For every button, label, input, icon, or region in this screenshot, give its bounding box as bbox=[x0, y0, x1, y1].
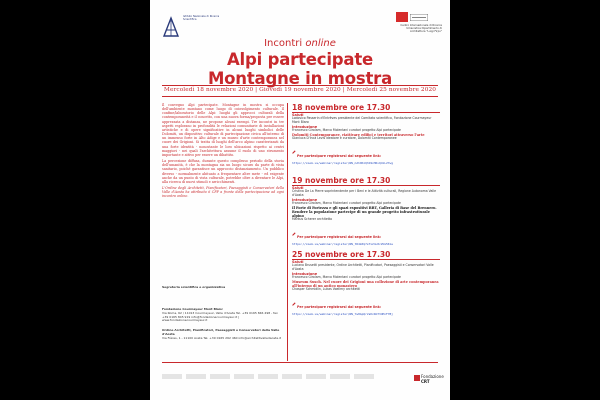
registration-block: Per partecipare registrarsi dal seguente link: https://zoom.us/webinar/register/WN_tR4mPq7sTx2nL8cVbG5Kzw bbox=[292, 223, 440, 246]
footer-rule bbox=[162, 362, 438, 363]
partner-logo bbox=[354, 374, 374, 379]
pencil-icon bbox=[292, 302, 296, 306]
partner-logo bbox=[282, 374, 302, 379]
talk-speaker: Chasper Schmidlin, Lukas Voellmy architetti bbox=[292, 287, 360, 292]
pencil-icon bbox=[292, 232, 296, 236]
intro-text: Francesco Girolam, Marco Molentani curatori progetto Alpi partecipate bbox=[292, 128, 401, 132]
session-19-nov bbox=[292, 176, 440, 246]
partner-logo bbox=[306, 374, 326, 379]
poster-title-line-2: Montagne in mostra bbox=[207, 69, 393, 88]
session-date: 19 novembre ore 17.30 bbox=[292, 176, 391, 185]
partner-logos-row bbox=[162, 364, 438, 372]
intro-label: Introduzione bbox=[292, 124, 318, 129]
registration-block: Per partecipare registrarsi dal seguente link: https://zoom.us/webinar/register/WN_mJh9KzQhS9xH6vQdzL2Ywg bbox=[292, 142, 440, 165]
intro-paragraph-2: La percezione diffusa, durante questo complesso periodo della storia dell'umanità, è che la montagna sia un luogo sicuro da parte di vista sanitario, poiché garantisce un approccio distanziamento. Un pubblico diverso - normalmente abituato a frequentare altre mete - ed esigente anche da un punto di vista culturale, potrebbe oltre a diventare le Alpi, alla ricerca di nuovi stimoli e arricchimenti. bbox=[162, 159, 284, 184]
partner-logo bbox=[258, 374, 278, 379]
talk-title: Dolomiti Contemporanee, riattivare edifici e territori attraverso l'arte bbox=[292, 132, 425, 137]
intro-text: Francesco Girolam, Marco Molentani curatori progetto Alpi partecipate bbox=[292, 201, 401, 205]
partner-logo bbox=[210, 374, 230, 379]
talk-title: Museum Susch. Nel cuore dei Grigioni una collezione di arte contemporanea all'interno di un antico monastero bbox=[292, 279, 439, 288]
partner-logo bbox=[234, 374, 254, 379]
saluti-label: Saluti bbox=[292, 260, 304, 264]
dates-bar: Mercoledì 18 novembre 2020 | Giovedì 19 novembre 2020 | Mercoledì 25 novembre 2020 bbox=[163, 87, 437, 93]
red-square-logo-icon bbox=[396, 12, 408, 22]
talk-title: Il Forte di Fortezza e gli spazi espositivi BBT, Galleria di Base del Brennero. Rendere la popolazione partecipe di un grande progetto infrastrutturale alpino bbox=[292, 205, 437, 219]
sponsor-square-icon bbox=[414, 375, 420, 381]
partner-logo bbox=[186, 374, 206, 379]
intro-text-column bbox=[162, 103, 284, 200]
organizer-2: Ordine Architetti, Pianificatori, Paesaggisti e Conservatori della Valle d'Aosta Via Frères, 1 - 11100 Aosta Tel. +39 0165 262 460 info@architettivalledaosta.it bbox=[162, 328, 281, 340]
organizer-1: Fondazione Courmayeur Mont Blanc Via Roma, 62 / 11013 Courmayeur, Valle d'Aosta Tel. +39 0165 846 498 - fax +39 0165 845 919 info@fondazionecourmayeur.it | www.fondazionecourmayeur.it bbox=[162, 307, 278, 323]
event-poster bbox=[150, 0, 450, 400]
header-rule-top bbox=[162, 85, 438, 86]
column-divider bbox=[287, 103, 288, 361]
institution-logo-left bbox=[162, 14, 220, 40]
intro-text: Francesco Girolam, Marco Molentani curatori progetto Alpi partecipate bbox=[292, 275, 401, 279]
sponsor-name: Fondazione CRT bbox=[421, 374, 444, 384]
left-logo-text: Istituto Nazionale di Ricerca Scientifica bbox=[183, 15, 220, 22]
session-18-nov bbox=[292, 103, 440, 165]
intro-paragraph-1: Il convegno Alpi partecipate. Montagne in mostra si occupa dell'ambiente montano come luogo di coinvolgimento culturale. Il confine/laboratorio delle Alpi: luoghi gli approcci culturali della contemporaneità e il concetto, con una nuova forma/proposta per essere apprezzata a distanza, ne propone alcuni esempi. Tre incontri in tre aspetti esplorano in profondità le relazioni comunitarie di installazioni artistiche e di opere significative in alcuni luoghi simbolici delle Dolomiti, un dispositivo culturale di partecipazione civica all'interno di un immenso forte in Alto Adige e un museo d'arte contemporanea nel cuore dei Grigioni. Si tratta di luoghi dell'arco alpino caratterizzati da una forte identità - nonostante le loro ubicazioni rispetto ai centri maggiori - nei quali l'architettura assume il ruolo di uno strumento importante e attivo per essere un dibattito. bbox=[162, 103, 284, 157]
saluti-text: Luciano Brusetti presidente, Ordine Architetti, Pianificatori, Paesaggisti e Conservatori Valle d'Aosta bbox=[292, 263, 434, 271]
saluti-text: Cristina De La Pierre soprintendente per i Beni e le Attività culturali, Regione Autonoma Valle d'Aosta bbox=[292, 189, 437, 197]
registration-block: Per partecipare registrarsi dal seguente link: https://zoom.us/webinar/register/WN_Yw8ApQr2sKx9mT3dHnF7Bj bbox=[292, 293, 440, 316]
poster-header bbox=[150, 38, 450, 88]
header-rule-bottom bbox=[162, 96, 438, 97]
sponsor-logo bbox=[414, 375, 442, 391]
talk-speaker: Markus Scherer architetto bbox=[292, 217, 333, 222]
session-25-nov bbox=[292, 250, 440, 316]
session-date: 25 novembre ore 17.30 bbox=[292, 250, 391, 259]
organizers-heading: Segreteria scientifica e organizzativa bbox=[162, 285, 226, 289]
poster-kicker: Incontri online bbox=[264, 38, 336, 49]
saluti-text: Lodovico Passerin d'Entrèves presidente del Comitato scientifico, Fondazione Courmayeur Mont Blanc bbox=[292, 116, 432, 124]
pencil-icon bbox=[292, 150, 296, 154]
session-date: 18 novembre ore 17.30 bbox=[292, 103, 391, 112]
mountain-logo-icon bbox=[162, 14, 180, 38]
registration-link[interactable]: https://zoom.us/webinar/register/WN_tR4mPq7sTx2nL8cVbG5Kzw bbox=[292, 242, 393, 247]
saluti-label: Saluti bbox=[292, 186, 304, 190]
intro-paragraph-3: L'Ordine degli Architetti, Pianificatori, Paesaggisti e Conservatori della Valle d'Aosta ha attribuito 6 CFP a fronte della partecipazione ad ogni incontro online. bbox=[162, 185, 284, 199]
intro-label: Introduzione bbox=[292, 197, 318, 202]
registration-link[interactable]: https://zoom.us/webinar/register/WN_mJh9KzQhS9xH6vQdzL2Ywg bbox=[292, 160, 393, 165]
poster-title-line-1: Alpi partecipate bbox=[226, 50, 374, 69]
intro-label: Introduzione bbox=[292, 271, 318, 276]
right-logo-text: Centro Internazionale di Ricerca Umanistica Dipartimento di Architettura "Luigi Firpo" bbox=[400, 24, 442, 34]
institute-logo-icon bbox=[410, 14, 428, 21]
saluti-label: Saluti bbox=[292, 113, 304, 117]
registration-link[interactable]: https://zoom.us/webinar/register/WN_Yw8ApQr2sKx9mT3dHnF7Bj bbox=[292, 312, 393, 316]
talk-speaker: Gianluca D'Incà Levis ideatore e curatore, Dolomiti Contemporanee bbox=[292, 136, 397, 140]
partner-logo bbox=[330, 374, 350, 379]
partner-logo bbox=[162, 374, 182, 379]
